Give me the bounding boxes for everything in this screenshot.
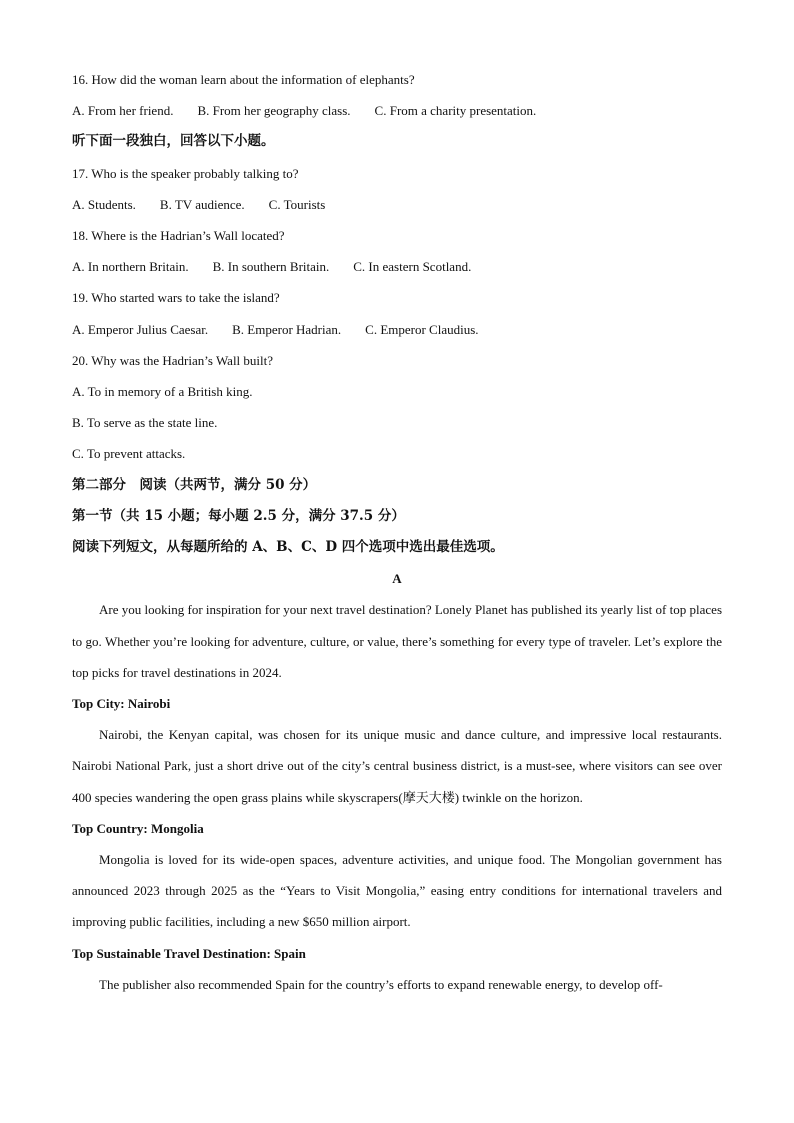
option-b: B. TV audience. — [159, 196, 245, 212]
option-c: C. From a charity presentation. — [374, 103, 537, 119]
option-b: B. In southern Britain. — [212, 259, 330, 275]
question-17-options — [72, 189, 722, 220]
reading-instruction: 阅读下列短文，从每题所给的 A、B、C、D 四个选项中选出最佳选项。 — [72, 539, 504, 556]
section-one-heading: 第一节（共 15 小题；每小题 2.5 分，满分 37.5 分） — [72, 507, 405, 524]
option-a: A. Students. — [72, 196, 136, 212]
option-a: A. From her friend. — [72, 103, 174, 119]
question-17: 17. Who is the speaker probably talking to? — [72, 165, 299, 181]
sustainable-text: The publisher also recommended Spain for the country’s efforts to expand renewable energy, to develop off- — [99, 976, 663, 992]
option-a: A. To in memory of a British king. — [72, 384, 253, 400]
top-city-heading: Top City: Nairobi — [72, 696, 171, 712]
option-c: C. Emperor Claudius. — [365, 321, 479, 337]
passage-intro: Are you looking for inspiration for your next travel destination? Lonely Planet has published its yearly list of top places to go. Whether you’re looking for adventure, culture, or value, there’s something for every type of traveler. Let’s explore the top picks for travel destinations in 2024. — [72, 602, 722, 680]
passage-label: A — [392, 571, 402, 587]
option-c: C. To prevent attacks. — [72, 446, 186, 462]
option-b: B. Emperor Hadrian. — [232, 321, 342, 337]
option-b: B. From her geography class. — [197, 103, 351, 119]
top-city-text: Nairobi, the Kenyan capital, was chosen for its unique music and dance culture, and impressive local restaurants. Nairobi National Park, just a short drive out of the city’s central business district, is a must-see, where visitors can see over 400 species wandering the open grass plains while skyscrapers(摩天大楼) twinkle on the horizon. — [72, 727, 722, 805]
option-c: C. In eastern Scotland. — [353, 259, 472, 275]
monologue-instruction: 听下面一段独白，回答以下小题。 — [72, 133, 275, 150]
question-16-options — [72, 95, 722, 126]
sustainable-heading: Top Sustainable Travel Destination: Spain — [72, 945, 306, 961]
question-20: 20. Why was the Hadrian’s Wall built? — [72, 352, 274, 368]
top-country-heading: Top Country: Mongolia — [72, 820, 204, 836]
question-16: 16. How did the woman learn about the information of elephants? — [72, 72, 415, 87]
exam-page — [72, 64, 722, 1000]
question-19: 19. Who started wars to take the island? — [72, 290, 280, 306]
option-c: C. Tourists — [268, 196, 326, 212]
question-18-options — [72, 251, 722, 282]
question-19-options — [72, 314, 722, 345]
option-a: A. Emperor Julius Caesar. — [72, 321, 209, 337]
top-country-text: Mongolia is loved for its wide-open spaces, adventure activities, and unique food. The Mongolian government has announced 2023 through 2025 as the “Years to Visit Mongolia,” easing entry conditions for international travelers and improving public facilities, including a new $650 million airport. — [72, 852, 722, 930]
option-b: B. To serve as the state line. — [72, 415, 218, 431]
question-18: 18. Where is the Hadrian’s Wall located? — [72, 228, 285, 244]
part-two-heading: 第二部分 阅读（共两节，满分 50 分） — [72, 476, 317, 493]
option-a: A. In northern Britain. — [72, 259, 189, 275]
